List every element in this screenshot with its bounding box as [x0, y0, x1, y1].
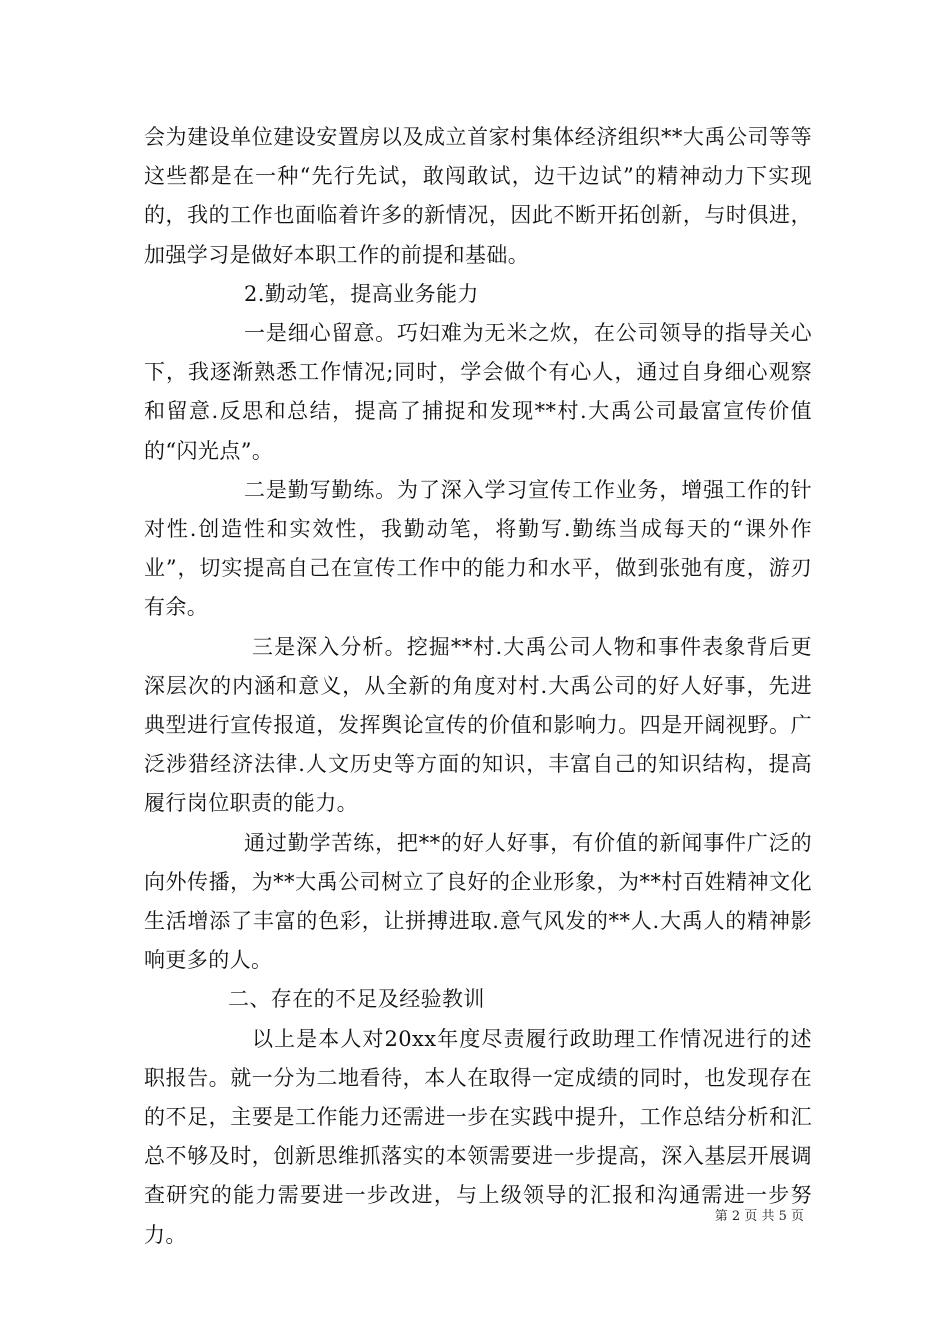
paragraph-in-depth-analysis: 三是深入分析。挖掘**村.大禹公司人物和事件表象背后更深层次的内涵和意义，从全新的角度对村.大禹公司的好人好事，先进典型进行宣传报道，发挥舆论宣传的价值和影响力。四是开阔视野。广泛涉猎经济法律.人文历史等方面的知识，丰富自己的知识结构，提高履行岗位职责的能力。	[144, 634, 812, 816]
section-heading-shortcomings: 二、存在的不足及经验教训	[228, 987, 485, 1012]
paragraph-careful-attention: 一是细心留意。巧妇难为无米之炊，在公司领导的指导关心下，我逐渐熟悉工作情况;同时，学会做个有心人，通过自身细心观察和留意.反思和总结，提高了捕捉和发现**村.大禹公司最富宣传价值的“闪光点”。	[144, 321, 812, 463]
section-heading-diligent-writing: 2.勤动笔，提高业务能力	[244, 281, 479, 306]
paragraph-diligent-practice: 二是勤写勤练。为了深入学习宣传工作业务，增强工作的针对性.创造性和实效性，我勤动笔，将勤写.勤练当成每天的“课外作业”，切实提高自己在宣传工作中的能力和水平，做到张弛有度，游刃有余。	[144, 477, 812, 620]
page-number-footer: 第 2 页 共 5 页	[714, 1209, 804, 1224]
paragraph-through-practice: 通过勤学苦练，把**的好人好事，有价值的新闻事件广泛的向外传播，为**大禹公司树立了良好的企业形象，为**村百姓精神文化生活增添了丰富的色彩，让拼搏进取.意气风发的**人.大禹人的精神影响更多的人。	[144, 830, 812, 973]
document-body	[144, 118, 812, 1255]
paragraph-summary-report: 以上是本人对20xx年度尽责履行政助理工作情况进行的述职报告。就一分为二地看待，本人在取得一定成绩的同时，也发现存在的不足，主要是工作能力还需进一步在实践中提升，工作总结分析和汇总不够及时，创新思维抓落实的本领需要进一步提高，深入基层开展调查研究的能力需要进一步改进，与上级领导的汇报和沟通需进一步努力。	[144, 1026, 812, 1247]
paragraph-continuation: 会为建设单位建设安置房以及成立首家村集体经济组织**大禹公司等等这些都是在一种“先行先试，敢闯敢试，边干边试”的精神动力下实现的，我的工作也面临着许多的新情况，因此不断开拓创新，与时俱进，加强学习是做好本职工作的前提和基础。	[144, 125, 812, 267]
